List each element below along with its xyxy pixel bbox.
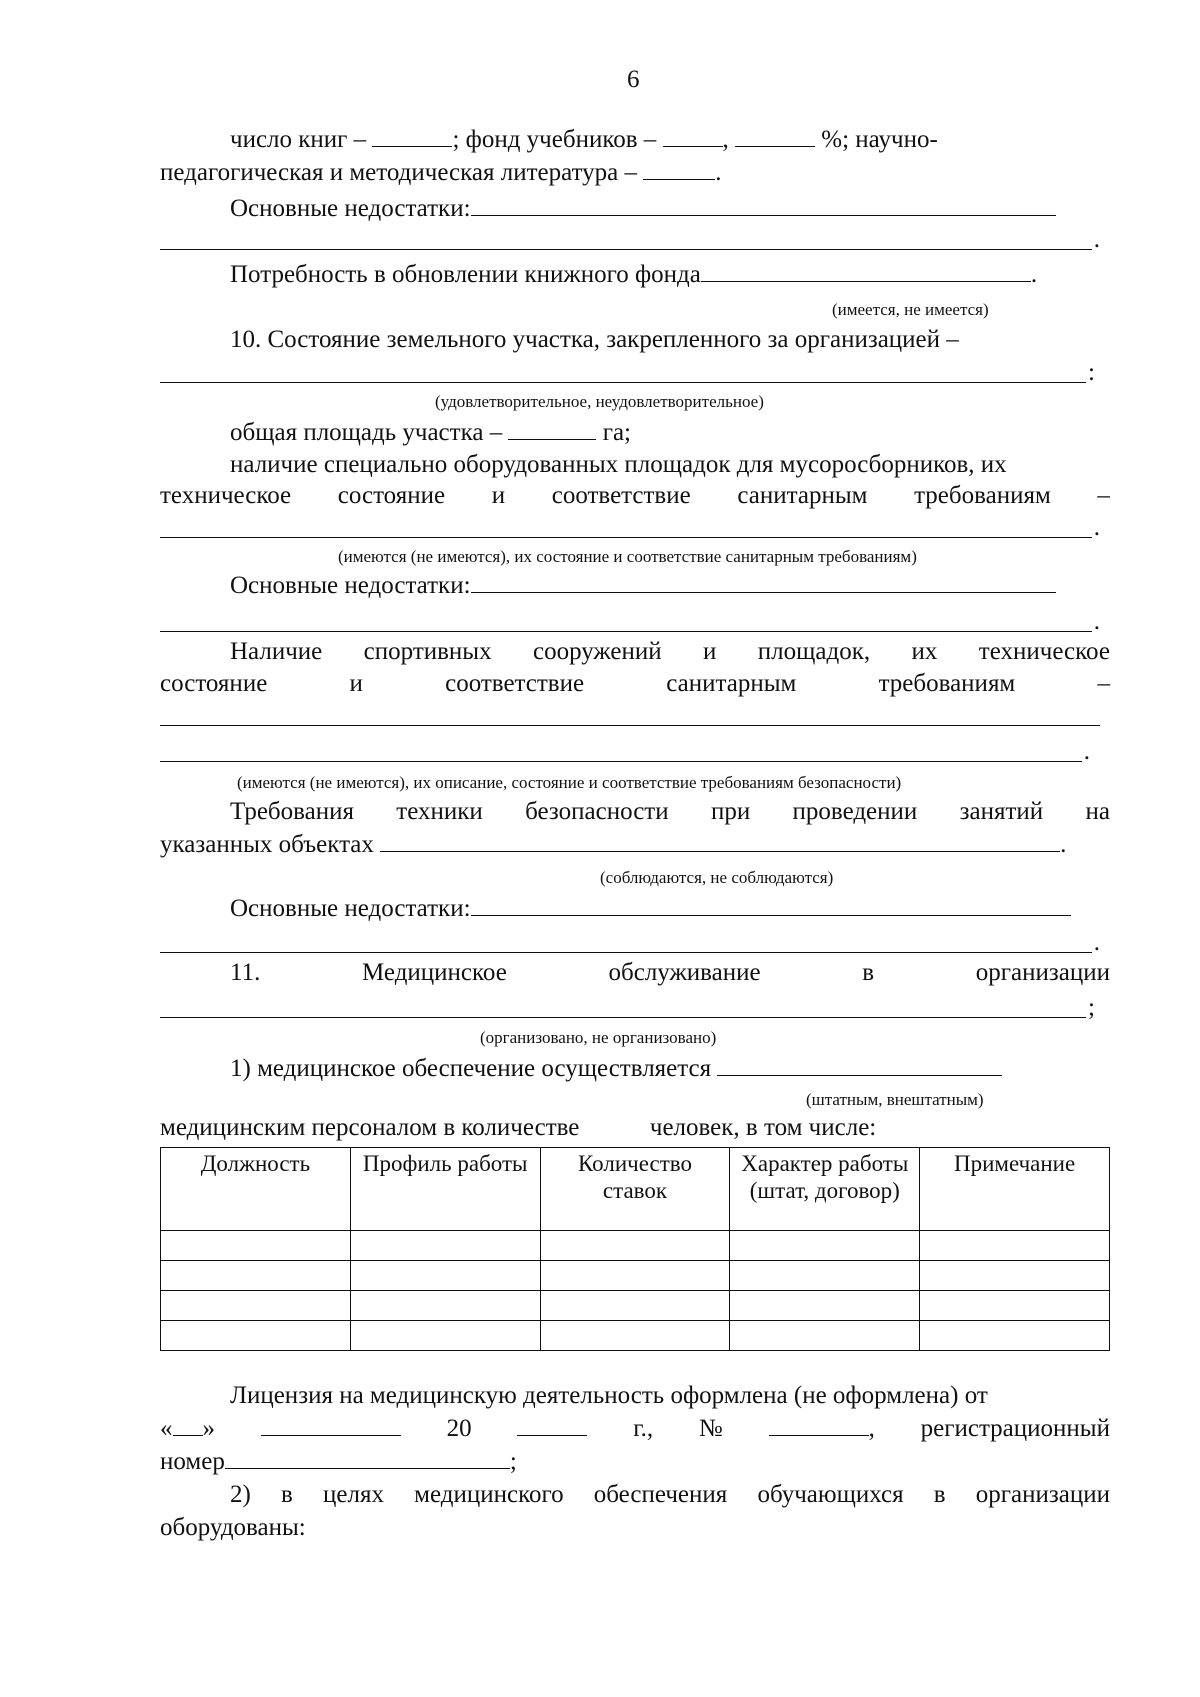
medical-provision-hint: (штатным, внештатным) (806, 1090, 984, 1109)
shortcomings-line-3 (230, 893, 1071, 924)
word: занятий (959, 798, 1044, 825)
license-line-1: Лицензия на медицинскую деятельность оформлена (не оформлена) от (230, 1382, 988, 1409)
textbooks-field-1[interactable] (663, 124, 723, 147)
column-header-profile: Профиль работы (350, 1148, 540, 1231)
land-area-line (230, 417, 631, 448)
word: и (349, 670, 363, 697)
books-line-2 (160, 157, 722, 188)
quote-open: « (160, 1415, 173, 1442)
column-header-position: Должность (161, 1148, 351, 1231)
word: обучающихся (757, 1481, 904, 1508)
word: соответствие (551, 482, 691, 509)
table-cell[interactable] (540, 1291, 730, 1321)
methodical-literature-field[interactable] (643, 157, 715, 180)
period: . (1083, 738, 1090, 765)
table-cell[interactable] (161, 1261, 351, 1291)
table-cell[interactable] (161, 1291, 351, 1321)
word: и (491, 482, 506, 509)
word: обслуживание (608, 959, 761, 986)
word: и (703, 638, 717, 665)
word: в (862, 959, 875, 986)
table-cell[interactable] (540, 1321, 730, 1351)
column-header-work-type: Характер работы (штат, договор) (730, 1148, 920, 1231)
books-line-1 (230, 124, 938, 155)
period: . (1093, 226, 1100, 253)
table-cell[interactable] (540, 1261, 730, 1291)
comma: , (868, 1415, 875, 1442)
staff-count-label: медицинским персоналом в количестве (160, 1114, 580, 1141)
table-row (161, 1231, 1110, 1261)
table-cell[interactable] (350, 1321, 540, 1351)
separator: , (722, 126, 729, 153)
shortcomings-field[interactable] (471, 193, 1056, 216)
license-day (160, 1413, 215, 1444)
word: требованиям (914, 482, 1051, 509)
colon: : (1088, 359, 1095, 386)
word: Медицинское (362, 959, 507, 986)
table-cell[interactable] (350, 1291, 540, 1321)
land-heading (230, 325, 1110, 355)
column-header-rates: Количество ставок (540, 1148, 730, 1231)
table-row (161, 1321, 1110, 1351)
shortcomings-field[interactable] (471, 570, 1056, 593)
shortcomings-continuation-1[interactable] (160, 225, 1100, 255)
word: техническое (978, 638, 1110, 665)
table-header-row (161, 1148, 1110, 1231)
word: организации (975, 1481, 1110, 1508)
word: медицинского (414, 1481, 564, 1508)
shortcomings-label: Основные недостатки: (230, 195, 471, 222)
registration-label: регистрационный (920, 1415, 1110, 1442)
word: площадок, (757, 638, 871, 665)
book-update-field[interactable] (701, 259, 1031, 282)
land-state-hint: (удовлетворительное, неудовлетворительное) (435, 392, 764, 411)
number-sign: № (698, 1415, 723, 1442)
shortcomings-label: Основные недостатки: (230, 572, 471, 599)
page-number: 6 (627, 66, 640, 93)
word: в (933, 1481, 946, 1508)
safety-objects-label: указанных объектах (160, 831, 374, 858)
safety-line-1 (230, 797, 1110, 827)
table-row (161, 1291, 1110, 1321)
word: спортивных (363, 638, 492, 665)
license-year-field[interactable] (517, 1413, 587, 1436)
word: Требования (230, 798, 354, 825)
percent-label: %; научно- (821, 126, 938, 153)
item-2-line-2: оборудованы: (160, 1514, 306, 1541)
word: санитарным (737, 482, 868, 509)
textbooks-label: ; фонд учебников – (452, 126, 657, 153)
column-header-note: Примечание (920, 1148, 1110, 1231)
shortcomings-field[interactable] (471, 893, 1071, 916)
table-cell[interactable] (920, 1261, 1110, 1291)
shortcomings-label: Основные недостатки: (230, 895, 471, 922)
shortcomings-continuation-2[interactable] (160, 607, 1100, 637)
word: в (281, 1481, 293, 1508)
word: обеспечения (593, 1481, 728, 1508)
book-update-line (230, 259, 1037, 290)
medical-provision-label: 1) медицинское обеспечение осуществляется (230, 1055, 712, 1082)
table-row (161, 1261, 1110, 1291)
word: их (911, 638, 938, 665)
license-line-3 (160, 1446, 517, 1477)
word: техническое (160, 482, 292, 509)
waste-field[interactable] (160, 513, 1100, 543)
safety-hint: (соблюдаются, не соблюдаются) (600, 868, 834, 887)
registration-number-label: номер (160, 1448, 225, 1475)
license-month-field[interactable] (261, 1413, 401, 1436)
table-cell[interactable] (730, 1231, 920, 1261)
word: целях (323, 1481, 384, 1508)
quote-close: » (202, 1415, 215, 1442)
waste-line-1: наличие специально оборудованных площадок для мусоросборников, их (230, 451, 1007, 478)
sports-line-1 (230, 637, 1110, 667)
sports-field-2[interactable] (160, 737, 1090, 767)
word: состояние (160, 670, 268, 697)
table-cell[interactable] (350, 1231, 540, 1261)
medical-provision-field[interactable] (717, 1053, 1002, 1076)
land-area-label: общая площадь участка – (230, 419, 503, 446)
sports-hint: (имеются (не имеются), их описание, состояние и соответствие требованиям безопасности) (237, 773, 902, 792)
book-update-hint: (имеется, не имеется) (832, 300, 989, 319)
word: 2) (230, 1481, 251, 1508)
waste-hint: (имеются (не имеются), их состояние и соответствие санитарным требованиям) (338, 547, 917, 566)
word: проведении (792, 798, 918, 825)
medical-heading (230, 958, 1110, 988)
word: 11. (230, 959, 261, 986)
word: состояние (337, 482, 446, 509)
book-update-label: Потребность в обновлении книжного фонда (230, 261, 701, 288)
word: Наличие (230, 638, 323, 665)
shortcomings-continuation-3[interactable] (160, 928, 1100, 958)
hectare-unit: га; (602, 419, 631, 446)
period: . (1093, 514, 1100, 541)
medical-status-hint: (организовано, не организовано) (480, 1028, 717, 1047)
period: . (1030, 261, 1038, 288)
word: соответствие (445, 670, 585, 697)
medical-status-field[interactable] (160, 993, 1095, 1023)
item-2-line-1 (230, 1480, 1110, 1510)
staff-count-suffix: человек, в том числе: (649, 1114, 877, 1141)
word: при (710, 798, 751, 825)
word: – (1097, 670, 1110, 697)
table-cell[interactable] (920, 1291, 1110, 1321)
sports-field-1[interactable] (160, 701, 1100, 726)
table-cell[interactable] (161, 1231, 351, 1261)
land-heading-text: 10. Состояние земельного участка, закрепленного за организацией – (230, 326, 959, 353)
medical-item-1 (230, 1053, 1002, 1084)
medical-staff-table (160, 1147, 1110, 1351)
word: сооружений (533, 638, 662, 665)
table-cell[interactable] (730, 1321, 920, 1351)
books-count-field[interactable] (372, 124, 452, 147)
shortcomings-line-2 (230, 570, 1056, 601)
period: . (715, 159, 722, 186)
books-count-label: число книг – (230, 126, 367, 153)
license-year-label: 20 (446, 1415, 472, 1442)
period: . (1093, 929, 1100, 956)
safety-field[interactable] (380, 829, 1060, 852)
word: организации (975, 959, 1110, 986)
year-suffix: г., (633, 1415, 654, 1442)
license-number-field[interactable] (769, 1413, 869, 1436)
table-cell[interactable] (730, 1291, 920, 1321)
word: техники (396, 798, 483, 825)
sports-line-2 (160, 669, 1110, 699)
medical-staff-line (160, 1113, 876, 1143)
license-line-2 (160, 1413, 1110, 1444)
table-cell[interactable] (350, 1261, 540, 1291)
table-cell[interactable] (920, 1231, 1110, 1261)
word: на (1085, 798, 1110, 825)
textbooks-field-2[interactable] (735, 124, 815, 147)
word: санитарным (666, 670, 797, 697)
semicolon: ; (509, 1448, 517, 1475)
registration-number-field[interactable] (225, 1446, 510, 1469)
table-cell[interactable] (730, 1261, 920, 1291)
table-cell[interactable] (920, 1321, 1110, 1351)
word: безопасности (525, 798, 669, 825)
land-area-field[interactable] (508, 417, 596, 440)
period: . (1060, 831, 1067, 858)
table-cell[interactable] (540, 1231, 730, 1261)
period: . (1093, 608, 1100, 635)
land-state-field[interactable] (160, 358, 1095, 388)
safety-line-2 (160, 829, 1066, 860)
shortcomings-line-1 (230, 193, 1056, 224)
semicolon: ; (1088, 994, 1095, 1021)
license-day-field[interactable] (173, 1413, 203, 1436)
word: требованиям (878, 670, 1016, 697)
table-cell[interactable] (161, 1321, 351, 1351)
word: – (1097, 482, 1110, 509)
methodical-literature-label: педагогическая и методическая литература – (160, 159, 638, 186)
staff-count-field[interactable] (586, 1113, 644, 1135)
waste-line-2 (160, 481, 1110, 511)
